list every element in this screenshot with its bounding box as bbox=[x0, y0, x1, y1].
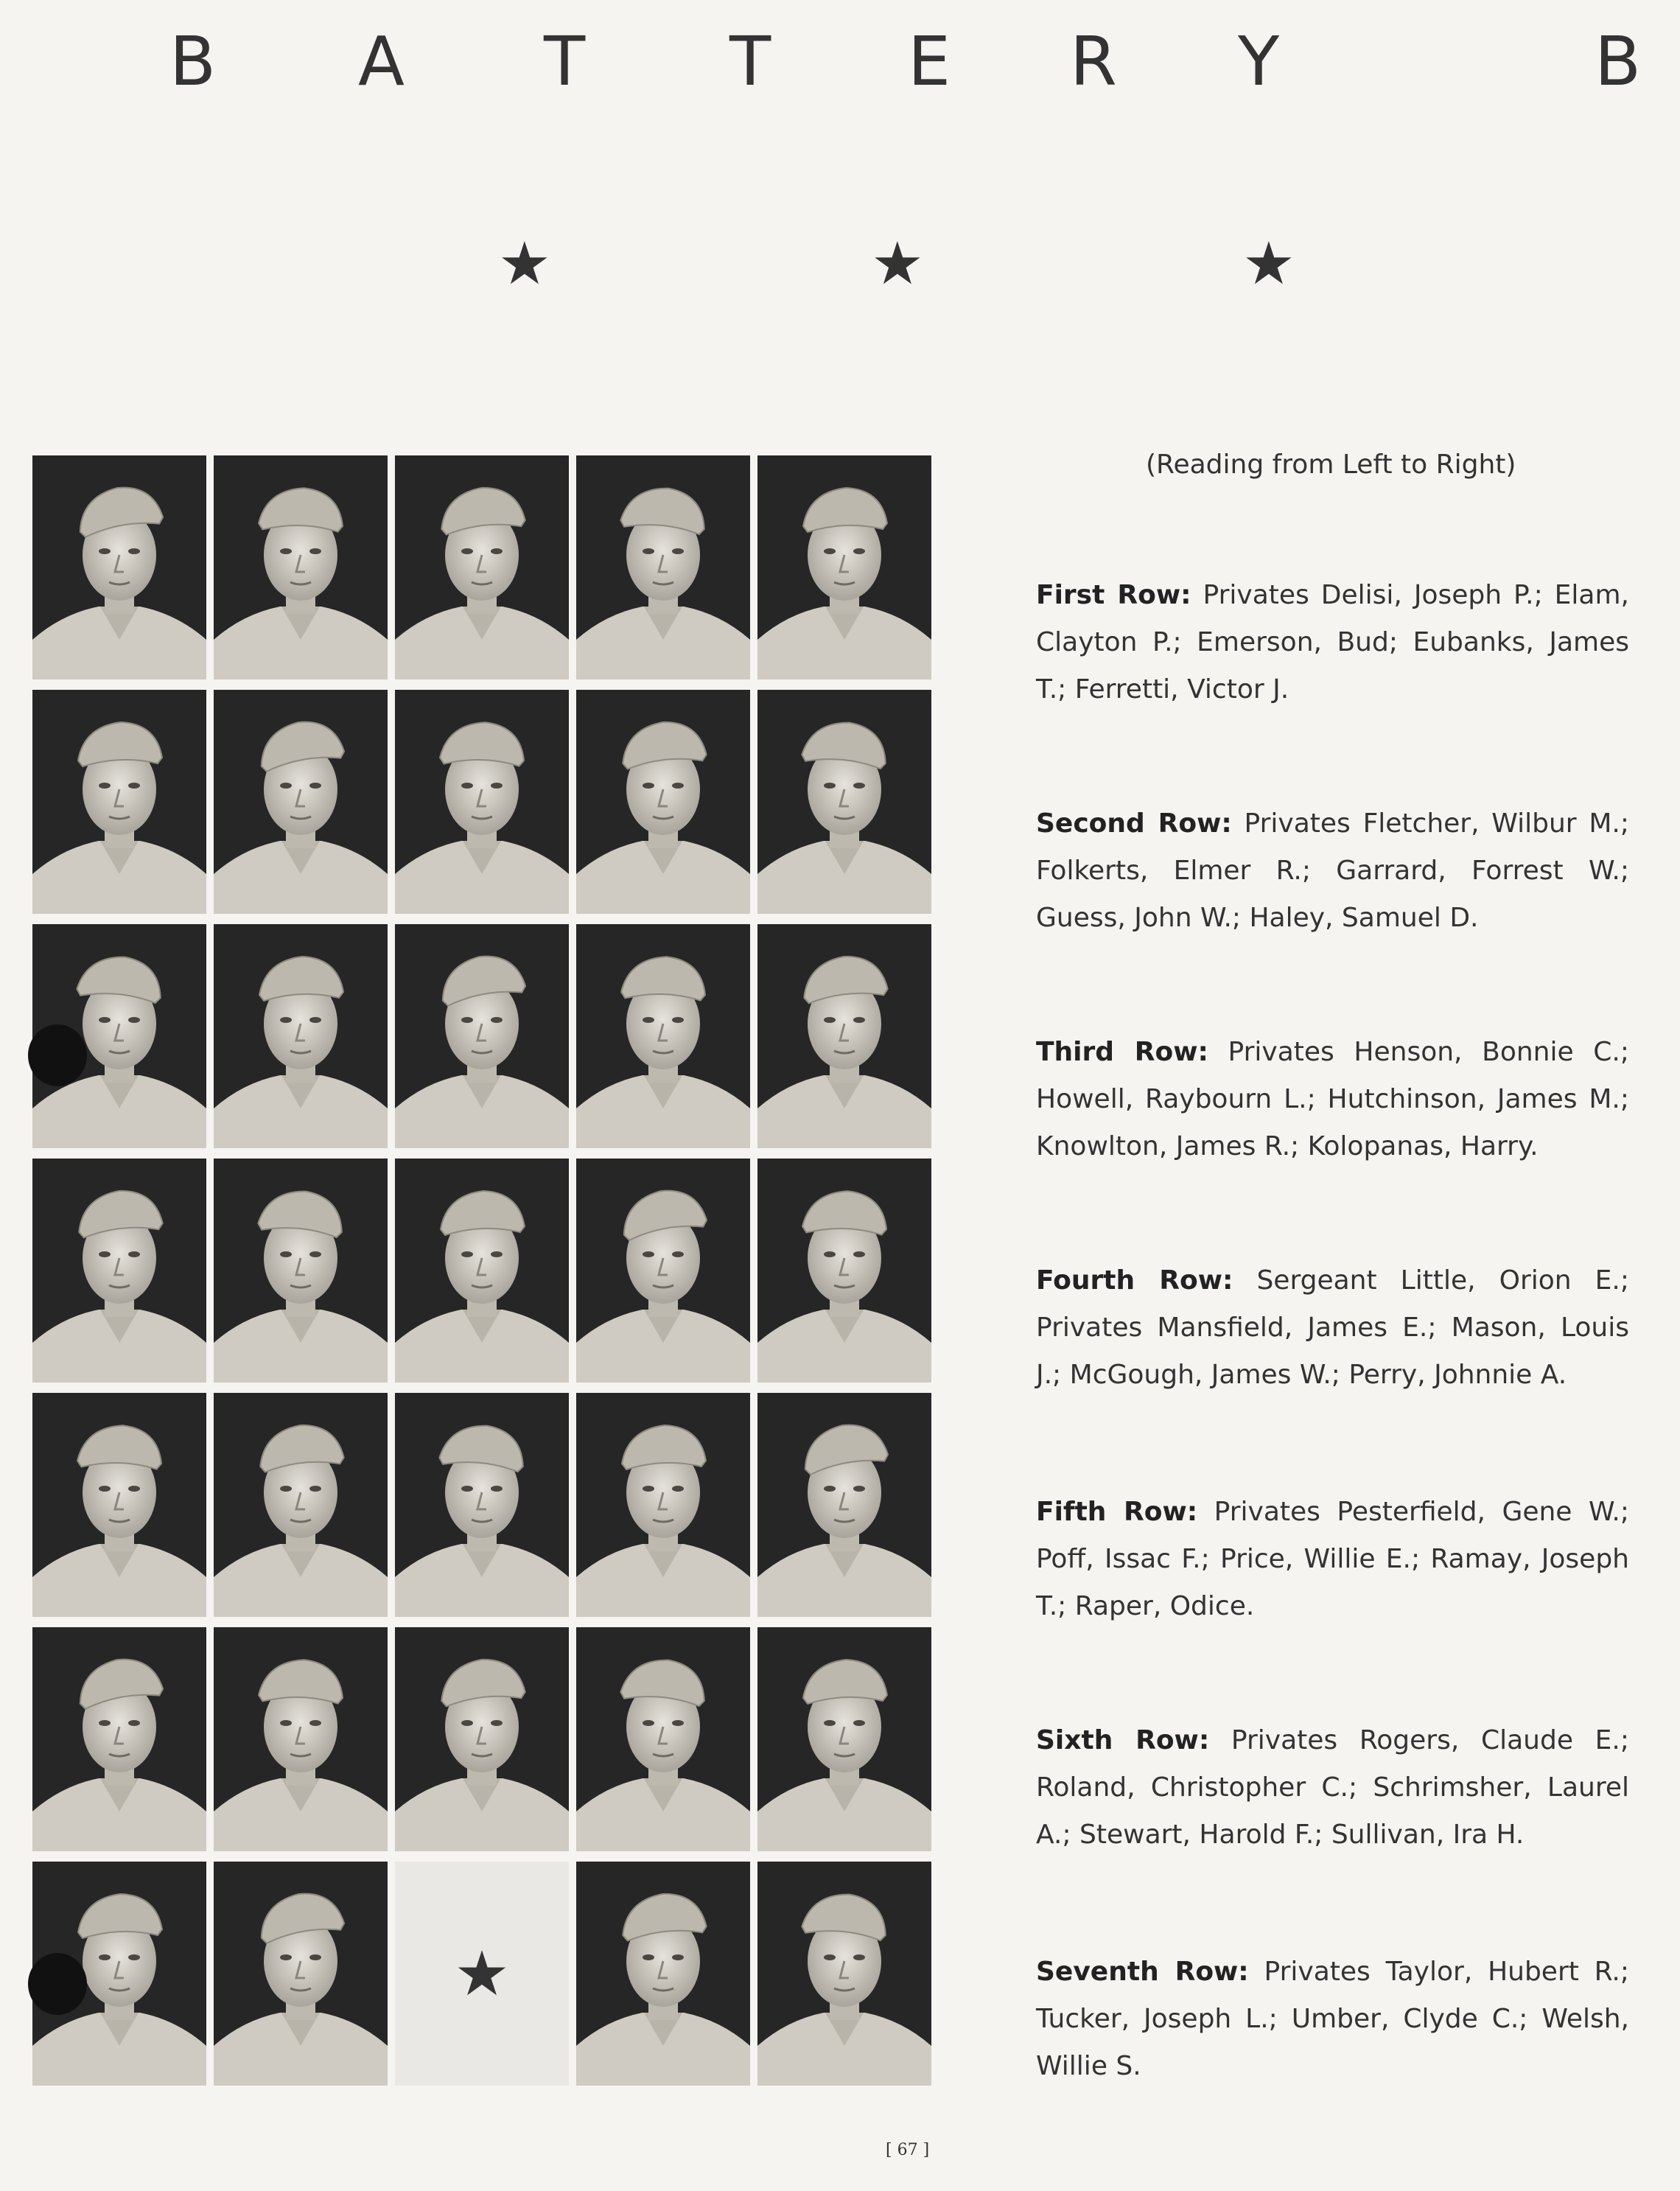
portrait-photo bbox=[757, 1159, 931, 1383]
portrait-photo bbox=[214, 690, 388, 914]
row-label: Fourth Row: bbox=[1036, 1265, 1233, 1296]
title-letter: R bbox=[1070, 22, 1117, 101]
portrait-photo bbox=[576, 690, 750, 914]
portrait-photo bbox=[395, 1393, 569, 1617]
portrait-photo bbox=[576, 924, 750, 1148]
row-caption-6 bbox=[1036, 1717, 1629, 1859]
page-number: [ 67 ] bbox=[886, 2141, 930, 2159]
row-names: Privates Taylor, Hubert R.; Tucker, Joseph L.; Umber, Clyde C.; Welsh, Willie S. bbox=[1036, 1957, 1629, 2081]
portrait-photo bbox=[395, 1159, 569, 1383]
star-icon: ★ bbox=[498, 229, 551, 298]
page-title bbox=[169, 22, 1642, 101]
row-label: Second Row: bbox=[1036, 808, 1232, 839]
row-caption-7 bbox=[1036, 1949, 1629, 2090]
portrait-photo bbox=[576, 1862, 750, 2086]
portrait-photo bbox=[32, 690, 206, 914]
star-icon: ★ bbox=[1242, 229, 1295, 298]
binder-hole bbox=[28, 1953, 87, 2015]
portrait-photo bbox=[395, 455, 569, 679]
title-letter: B bbox=[169, 22, 217, 101]
portrait-photo bbox=[214, 1627, 388, 1851]
portrait-photo bbox=[757, 1627, 931, 1851]
binder-hole bbox=[28, 1024, 87, 1086]
portrait-photo bbox=[214, 1159, 388, 1383]
row-names: Privates Delisi, Joseph P.; Elam, Clayton P.; Emerson, Bud; Eubanks, James T.; Ferretti, Victor J. bbox=[1036, 580, 1630, 705]
row-label: Sixth Row: bbox=[1036, 1725, 1210, 1755]
row-names: Privates Fletcher, Wilbur M.; Folkerts, Elmer R.; Garrard, Forrest W.; Guess, John W.; Haley, Samuel D. bbox=[1036, 808, 1629, 933]
reading-note: (Reading from Left to Right) bbox=[1146, 450, 1516, 480]
title-letter: A bbox=[358, 22, 405, 101]
row-caption-2 bbox=[1036, 800, 1629, 942]
portrait-photo bbox=[757, 1862, 931, 2086]
row-label: Seventh Row: bbox=[1036, 1957, 1249, 1987]
portrait-photo bbox=[757, 455, 931, 679]
row-names: Privates Henson, Bonnie C.; Howell, Raybourn L.; Hutchinson, James M.; Knowlton, James R.; Kolopanas, Harry. bbox=[1036, 1037, 1629, 1161]
row-label: Third Row: bbox=[1036, 1037, 1208, 1067]
portrait-photo bbox=[395, 1627, 569, 1851]
portrait-photo bbox=[576, 1627, 750, 1851]
portrait-photo bbox=[32, 1159, 206, 1383]
portrait-photo bbox=[757, 1393, 931, 1617]
star-icon: ★ bbox=[454, 1937, 510, 2010]
portrait-grid bbox=[32, 455, 942, 2093]
portrait-photo bbox=[757, 924, 931, 1148]
row-caption-4 bbox=[1036, 1257, 1629, 1399]
title-letter: B bbox=[1595, 22, 1642, 101]
star-icon: ★ bbox=[871, 229, 924, 298]
portrait-photo bbox=[214, 455, 388, 679]
row-caption-5 bbox=[1036, 1489, 1629, 1630]
row-label: Fifth Row: bbox=[1036, 1497, 1198, 1527]
portrait-photo bbox=[395, 690, 569, 914]
portrait-photo bbox=[395, 924, 569, 1148]
row-names: Privates Rogers, Claude E.; Roland, Christopher C.; Schrimsher, Laurel A.; Stewart, Harold F.; Sullivan, Ira H. bbox=[1036, 1725, 1629, 1850]
empty-portrait-cell bbox=[395, 1862, 569, 2086]
row-caption-1 bbox=[1036, 572, 1629, 713]
portrait-photo bbox=[32, 1627, 206, 1851]
title-letter: T bbox=[729, 22, 771, 101]
title-letter: T bbox=[544, 22, 586, 101]
row-names: Privates Pesterfield, Gene W.; Poff, Issac F.; Price, Willie E.; Ramay, Joseph T.; Raper, Odice. bbox=[1036, 1497, 1629, 1621]
title-letter: E bbox=[908, 22, 951, 101]
portrait-photo bbox=[576, 1393, 750, 1617]
row-label: First Row: bbox=[1036, 580, 1191, 610]
portrait-photo bbox=[214, 924, 388, 1148]
row-caption-3 bbox=[1036, 1029, 1629, 1170]
portrait-photo bbox=[214, 1393, 388, 1617]
portrait-photo bbox=[214, 1862, 388, 2086]
portrait-photo bbox=[576, 1159, 750, 1383]
portrait-photo bbox=[576, 455, 750, 679]
portrait-photo bbox=[32, 455, 206, 679]
portrait-photo bbox=[757, 690, 931, 914]
row-names: Sergeant Little, Orion E.; Privates Mansfield, James E.; Mason, Louis J.; McGough, James W.; Perry, Johnnie A. bbox=[1036, 1265, 1629, 1390]
title-letter: Y bbox=[1238, 22, 1280, 101]
portrait-photo bbox=[32, 1393, 206, 1617]
